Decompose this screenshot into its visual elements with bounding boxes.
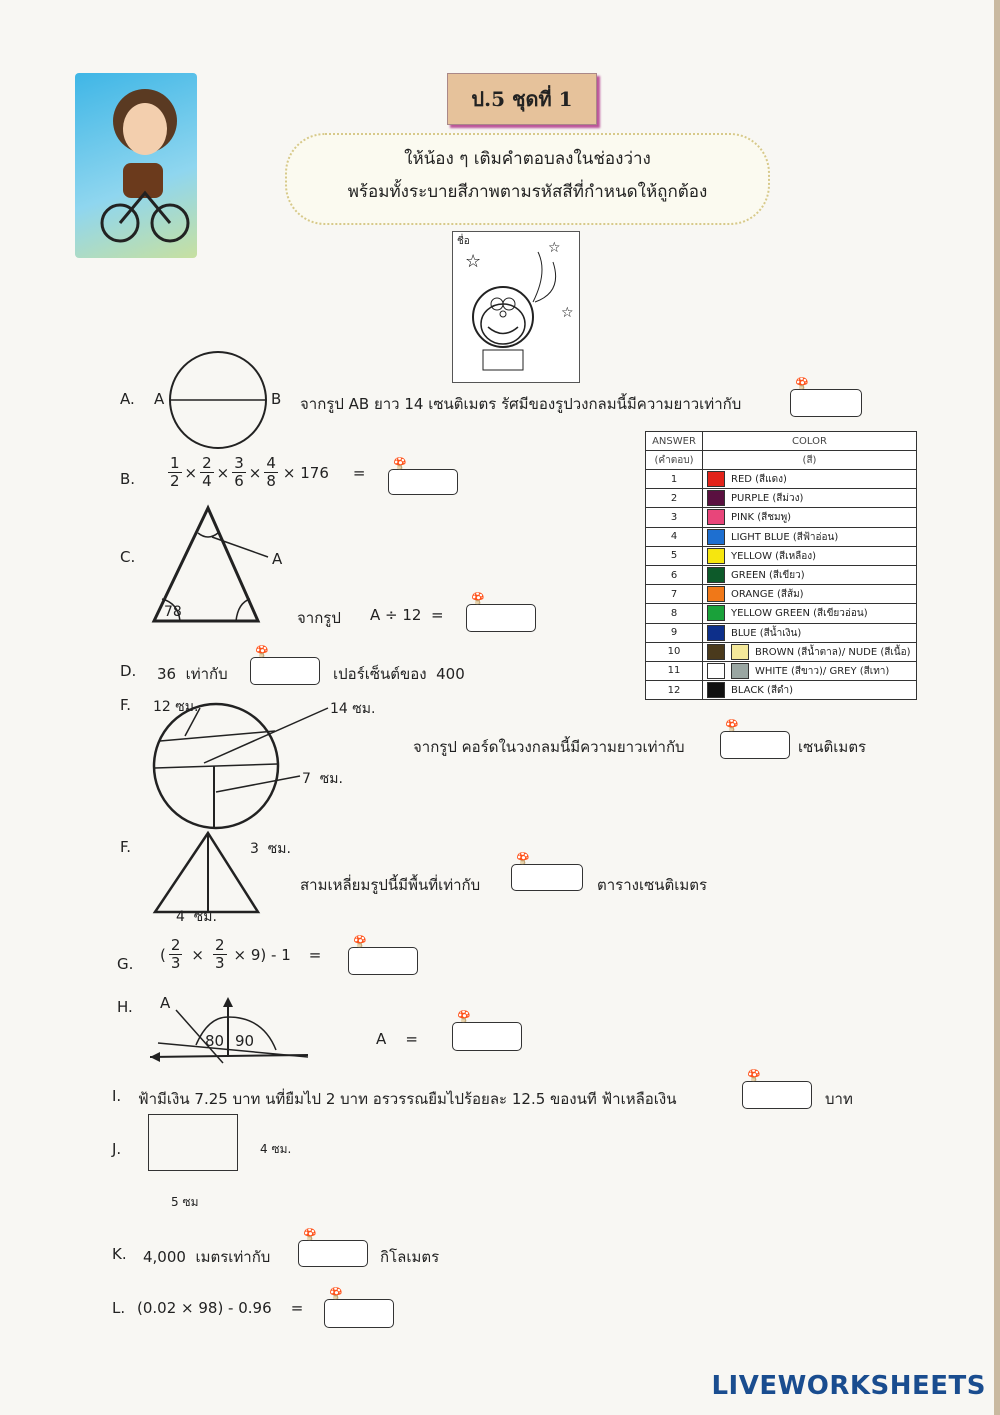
legend-answer-number: 4	[646, 527, 703, 546]
question-a-label: A.	[120, 390, 135, 408]
color-swatch	[707, 682, 725, 698]
color-swatch	[707, 471, 725, 487]
legend-row	[646, 604, 917, 623]
legend-subheader-row	[646, 451, 917, 470]
svg-text:☆: ☆	[561, 305, 574, 321]
question-k-prefix: 4,000 เมตรเท่ากับ	[143, 1248, 271, 1266]
answer-box-b[interactable]	[388, 457, 458, 495]
answer-box-g[interactable]	[348, 935, 418, 975]
legend-row	[646, 681, 917, 700]
legend-row	[646, 527, 917, 546]
legend-header-answer: ANSWER	[646, 432, 703, 451]
question-j-bottom: 5 ซม	[171, 1195, 199, 1209]
doraemon-caption: ชื่อ	[457, 236, 470, 247]
question-f1-label-14: 14 ซม.	[330, 701, 376, 717]
legend-answer-number: 12	[646, 681, 703, 700]
legend-answer-number: 1	[646, 470, 703, 489]
color-swatch	[707, 490, 725, 506]
color-swatch	[707, 509, 725, 525]
legend-color-cell	[703, 681, 917, 700]
hat-icon: 🍄	[303, 1228, 317, 1241]
question-c-expression: A ÷ 12 =	[370, 606, 444, 624]
question-g-expression: ( $\frac{2}{3}$ × $\frac{2}{3}$ × 9) - 1 =	[160, 936, 322, 973]
legend-answer-number: 3	[646, 508, 703, 527]
legend-color-name: BLACK (สีดำ)	[731, 685, 794, 697]
legend-color-cell	[703, 527, 917, 546]
question-k-unit: กิโลเมตร	[380, 1248, 440, 1266]
legend-answer-number: 6	[646, 565, 703, 584]
color-swatch	[707, 625, 725, 641]
student-avatar-image	[75, 73, 197, 258]
question-a-circle	[160, 348, 280, 452]
legend-color-name: BROWN (สีน้ำตาล)/ NUDE (สีเนื้อ)	[755, 646, 911, 658]
legend-color-cell	[703, 565, 917, 584]
legend-color-cell	[703, 604, 917, 623]
svg-text:☆: ☆	[465, 251, 482, 272]
legend-answer-number: 11	[646, 661, 703, 680]
question-f1-label-12: 12 ซม.	[153, 699, 199, 715]
fraction: $\frac{2}{3}$	[214, 936, 225, 973]
hat-icon: 🍄	[457, 1010, 471, 1023]
answer-box-i[interactable]	[742, 1069, 812, 1109]
hat-icon: 🍄	[353, 935, 367, 948]
question-f2-label: F.	[120, 838, 131, 856]
legend-color-name: GREEN (สีเขียว)	[731, 570, 805, 582]
question-c-label: C.	[120, 548, 136, 566]
question-h-angle-diagram	[148, 995, 313, 1065]
fraction: $\frac{3}{6}$	[234, 454, 244, 491]
hat-icon: 🍄	[329, 1287, 343, 1300]
legend-color-name: RED (สีแดง)	[731, 474, 787, 486]
question-d-suffix: เปอร์เซ็นต์ของ 400	[333, 665, 465, 683]
color-swatch	[707, 644, 725, 660]
question-l-expression: (0.02 × 98) - 0.96 =	[137, 1299, 304, 1317]
legend-row	[646, 508, 917, 527]
question-c-angle-label: A	[272, 550, 283, 568]
question-i-text: ฟ้ามีเงิน 7.25 บาท นที่ยืมไป 2 บาท อรวรรณยืมไปร้อยละ 12.5 ของนที ฟ้าเหลือเงิน	[138, 1090, 677, 1108]
question-k-label: K.	[112, 1245, 127, 1263]
question-h-expression: A =	[376, 1030, 418, 1048]
question-c-angle-value: 78	[164, 604, 182, 620]
legend-color-cell	[703, 623, 917, 642]
question-f1-label: F.	[120, 696, 131, 714]
question-g-label: G.	[117, 955, 134, 973]
legend-row	[646, 585, 917, 604]
legend-answer-number: 9	[646, 623, 703, 642]
fraction: $\frac{2}{3}$	[170, 936, 181, 973]
legend-answer-number: 2	[646, 489, 703, 508]
question-b-label: B.	[120, 470, 136, 488]
legend-row	[646, 642, 917, 661]
doraemon-coloring-picture	[452, 231, 580, 383]
question-f2-label-3: 3 ซม.	[250, 841, 291, 857]
liveworksheets-logo: LIVEWORKSHEETS	[711, 1371, 986, 1401]
hat-icon: 🍄	[516, 852, 530, 865]
legend-color-cell	[703, 508, 917, 527]
question-f1-label-7: 7 ซม.	[302, 771, 343, 787]
fraction: $\frac{2}{4}$	[202, 454, 212, 491]
question-a-point-b: B	[271, 390, 282, 408]
answer-box-l[interactable]	[324, 1287, 394, 1328]
hat-icon: 🍄	[747, 1069, 761, 1082]
question-j-side: 4 ซม.	[260, 1142, 292, 1156]
color-swatch	[707, 605, 725, 621]
legend-row	[646, 565, 917, 584]
question-d-label: D.	[120, 662, 137, 680]
legend-answer-number: 7	[646, 585, 703, 604]
legend-color-name: BLUE (สีน้ำเงิน)	[731, 627, 802, 639]
worksheet-title: ป.5 ชุดที่ 1	[447, 73, 597, 125]
legend-color-name: YELLOW (สีเหลือง)	[731, 550, 817, 562]
hat-icon: 🍄	[795, 377, 809, 390]
legend-color-cell	[703, 642, 917, 661]
fraction: $\frac{1}{2}$	[170, 454, 180, 491]
answer-box-k[interactable]	[298, 1228, 368, 1267]
question-h-angle-label: A	[160, 994, 171, 1012]
legend-answer-number: 5	[646, 546, 703, 565]
question-j-rectangle	[148, 1114, 238, 1171]
question-i-unit: บาท	[825, 1090, 853, 1108]
hat-icon: 🍄	[255, 645, 269, 658]
legend-color-cell	[703, 546, 917, 565]
answer-box-d[interactable]	[250, 645, 320, 685]
answer-box-f2[interactable]	[511, 852, 583, 891]
question-i-label: I.	[112, 1087, 122, 1105]
legend-color-name: ORANGE (สีส้ม)	[731, 589, 804, 601]
legend-header-row	[646, 432, 917, 451]
question-f2-unit: ตารางเซนติเมตร	[597, 876, 708, 894]
question-c-text: จากรูป	[297, 609, 341, 627]
color-swatch	[707, 529, 725, 545]
legend-color-name: WHITE (สีขาว)/ GREY (สีเทา)	[755, 665, 890, 677]
question-j-label: J.	[112, 1140, 122, 1158]
legend-subheader-color: (สี)	[703, 451, 917, 470]
color-legend-table	[645, 431, 917, 700]
legend-row	[646, 470, 917, 489]
question-a-text: จากรูป AB ยาว 14 เซนติเมตร รัศมีของรูปวงกลมนี้มีความยาวเท่ากับ	[300, 395, 742, 413]
question-f1-unit: เซนติเมตร	[798, 738, 867, 756]
legend-subheader-answer: (คำตอบ)	[646, 451, 703, 470]
question-f2-text: สามเหลี่ยมรูปนี้มีพื้นที่เท่ากับ	[300, 876, 481, 894]
legend-row	[646, 489, 917, 508]
legend-row	[646, 546, 917, 565]
color-swatch	[731, 663, 749, 679]
legend-color-cell	[703, 489, 917, 508]
legend-answer-number: 10	[646, 642, 703, 661]
instruction-line-1: ให้น้อง ๆ เติมคำตอบลงในช่องว่าง	[404, 149, 651, 169]
instruction-bubble	[285, 133, 770, 225]
answer-box-f1[interactable]	[720, 719, 790, 759]
legend-color-name: PINK (สีชมพู)	[731, 512, 792, 524]
legend-color-cell	[703, 470, 917, 489]
color-swatch	[707, 663, 725, 679]
color-swatch	[707, 567, 725, 583]
question-d-prefix: 36 เท่ากับ	[157, 665, 228, 683]
legend-header-color: COLOR	[703, 432, 917, 451]
question-a-point-a: A	[154, 390, 165, 408]
hat-icon: 🍄	[471, 592, 485, 605]
question-f1-text: จากรูป คอร์ดในวงกลมนี้มีความยาวเท่ากับ	[413, 738, 685, 756]
hat-icon: 🍄	[725, 719, 739, 732]
legend-color-name: YELLOW GREEN (สีเขียวอ่อน)	[731, 608, 868, 620]
question-h-label: H.	[117, 998, 133, 1016]
svg-text:☆: ☆	[548, 240, 561, 256]
fraction: $\frac{4}{8}$	[266, 454, 276, 491]
legend-color-cell	[703, 585, 917, 604]
question-l-label: L.	[112, 1299, 126, 1317]
question-h-angle-90: 90	[235, 1032, 255, 1050]
question-b-expression: $\frac{1}{2}$ × $\frac{2}{4}$ × $\frac{3}{6}$ × $\frac{4}{8}$ × 176 =	[170, 454, 366, 491]
answer-box-a[interactable]	[790, 377, 862, 417]
question-h-angle-80: 80	[205, 1032, 225, 1050]
answer-box-h[interactable]	[452, 1010, 522, 1051]
question-f2-label-4: 4 ซม.	[176, 909, 217, 925]
color-swatch	[707, 586, 725, 602]
hat-icon: 🍄	[393, 457, 407, 470]
answer-box-c[interactable]	[466, 592, 536, 632]
legend-color-cell	[703, 661, 917, 680]
instruction-line-2: พร้อมทั้งระบายสีภาพตามรหัสสีที่กำหนดให้ถูกต้อง	[347, 182, 708, 203]
legend-color-name: PURPLE (สีม่วง)	[731, 493, 804, 505]
legend-row	[646, 661, 917, 680]
color-swatch	[731, 644, 749, 660]
color-swatch	[707, 548, 725, 564]
legend-row	[646, 623, 917, 642]
legend-answer-number: 8	[646, 604, 703, 623]
page-edge	[994, 0, 1000, 1415]
legend-color-name: LIGHT BLUE (สีฟ้าอ่อน)	[731, 531, 839, 543]
